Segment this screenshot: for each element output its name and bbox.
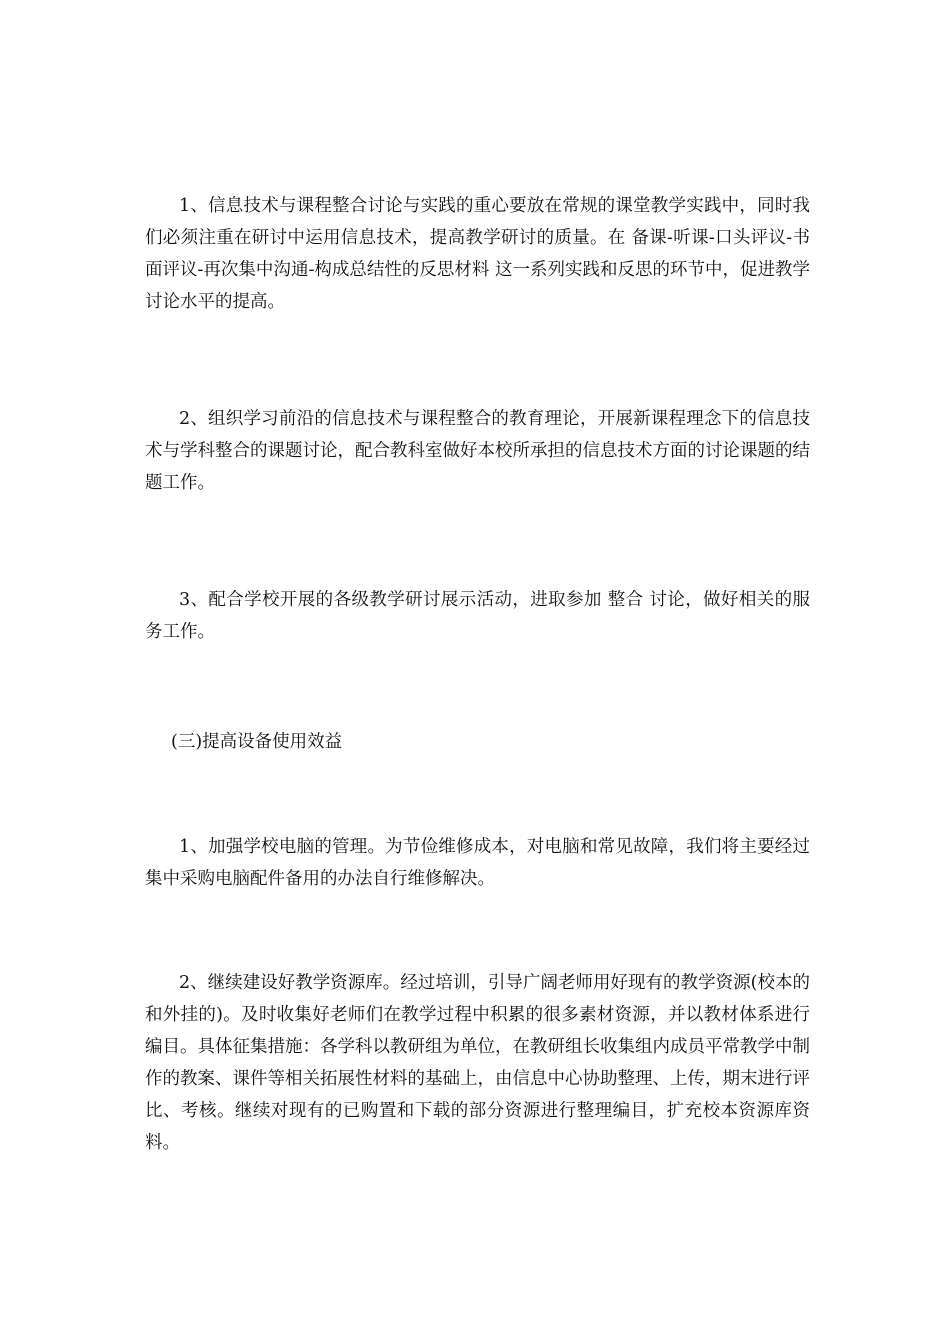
paragraph-3: 3、配合学校开展的各级教学研讨展示活动，进取参加 整合 讨论，做好相关的服务工作。 — [145, 590, 810, 642]
paragraph-2: 2、组织学习前沿的信息技术与课程整合的教育理论，开展新课程理念下的信息技术与学科整合的课题讨论，配合教科室做好本校所承担的信息技术方面的讨论课题的结题工作。 — [145, 409, 810, 493]
section-heading: (三)提高设备使用效益 — [171, 732, 343, 752]
section-paragraph-1: 1、加强学校电脑的管理。为节俭维修成本，对电脑和常见故障，我们将主要经过集中采购电脑配件备用的办法自行维修解决。 — [145, 837, 810, 889]
section-paragraph-2: 2、继续建设好教学资源库。经过培训，引导广阔老师用好现有的教学资源(校本的和外挂的)。及时收集好老师们在教学过程中积累的很多素材资源，并以教材体系进行编目。具体征集措施：各学科以教研组为单位，在教研组长收集组内成员平常教学中制作的教案、课件等相关拓展性材料的基础上，由信息中心协助整理、上传，期末进行评比、考核。继续对现有的已购置和下载的部分资源进行整理编目，扩充校本资源库资料。 — [145, 973, 810, 1153]
paragraph-1: 1、信息技术与课程整合讨论与实践的重心要放在常规的课堂教学实践中，同时我们必须注重在研讨中运用信息技术，提高教学研讨的质量。在 备课-听课-口头评议-书面评议-再次集中沟通-构成总结性的反思材料 这一系列实践和反思的环节中，促进教学讨论水平的提高。 — [145, 196, 810, 312]
